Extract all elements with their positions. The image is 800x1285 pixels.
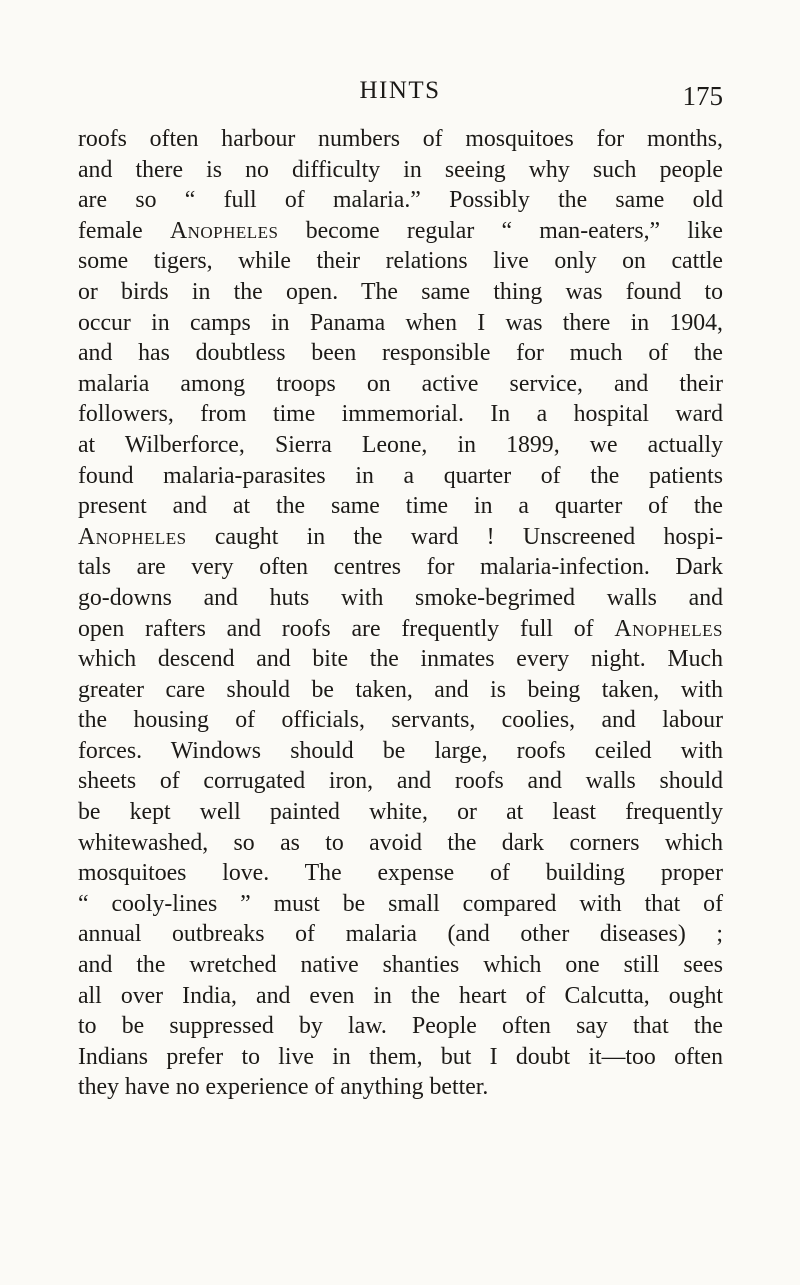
- text-line: and there is no difficulty in seeing why such people: [78, 156, 723, 183]
- text-line: present and at the same time in a quarter of the: [78, 493, 723, 520]
- text-line: open rafters and roofs are frequently full of Anopheles: [78, 615, 723, 642]
- text-line: and the wretched native shanties which one still sees: [78, 952, 723, 979]
- text-line: which descend and bite the inmates every night. Much: [78, 646, 723, 673]
- text-line: at Wilberforce, Sierra Leone, in 1899, we actually: [78, 431, 723, 458]
- running-head: [0, 74, 800, 114]
- text-line: to be suppressed by law. People often say that the: [78, 1013, 723, 1040]
- text-line: annual outbreaks of malaria (and other diseases) ;: [78, 921, 723, 948]
- text-line: greater care should be taken, and is being taken, with: [78, 676, 723, 703]
- text-line: or birds in the open. The same thing was found to: [78, 278, 723, 305]
- text-line: forces. Windows should be large, roofs ceiled with: [78, 737, 723, 764]
- page-number: 175: [682, 81, 723, 111]
- text-line: sheets of corrugated iron, and roofs and walls should: [78, 768, 723, 795]
- text-line: Indians prefer to live in them, but I doubt it—too often: [78, 1043, 723, 1070]
- text-line: go-downs and huts with smoke-begrimed walls and: [78, 584, 723, 611]
- text-line: are so “ full of malaria.” Possibly the same old: [78, 187, 723, 214]
- body-text: [78, 124, 723, 1103]
- text-line: Anopheles caught in the ward ! Unscreened hospi-: [78, 523, 723, 550]
- text-line: be kept well painted white, or at least frequently: [78, 799, 723, 826]
- text-line: “ cooly-lines ” must be small compared with that of: [78, 890, 723, 917]
- text-line: the housing of officials, servants, coolies, and labour: [78, 707, 723, 734]
- text-line: occur in camps in Panama when I was there in 1904,: [78, 309, 723, 336]
- text-line: and has doubtless been responsible for much of the: [78, 340, 723, 367]
- running-title: HINTS: [359, 77, 441, 104]
- text-line: followers, from time immemorial. In a hospital ward: [78, 401, 723, 428]
- text-line: they have no experience of anything better.: [78, 1074, 489, 1101]
- text-line: roofs often harbour numbers of mosquitoes for months,: [78, 126, 723, 152]
- text-line: mosquitoes love. The expense of building proper: [78, 860, 723, 887]
- text-line: all over India, and even in the heart of Calcutta, ought: [78, 982, 723, 1009]
- text-line: malaria among troops on active service, and their: [78, 370, 723, 397]
- text-line: female Anopheles become regular “ man-eaters,” like: [78, 217, 723, 244]
- text-line: tals are very often centres for malaria-infection. Dark: [78, 554, 723, 581]
- text-line: whitewashed, so as to avoid the dark corners which: [78, 829, 723, 856]
- text-line: found malaria-parasites in a quarter of the patients: [78, 462, 723, 489]
- text-line: some tigers, while their relations live only on cattle: [78, 248, 723, 275]
